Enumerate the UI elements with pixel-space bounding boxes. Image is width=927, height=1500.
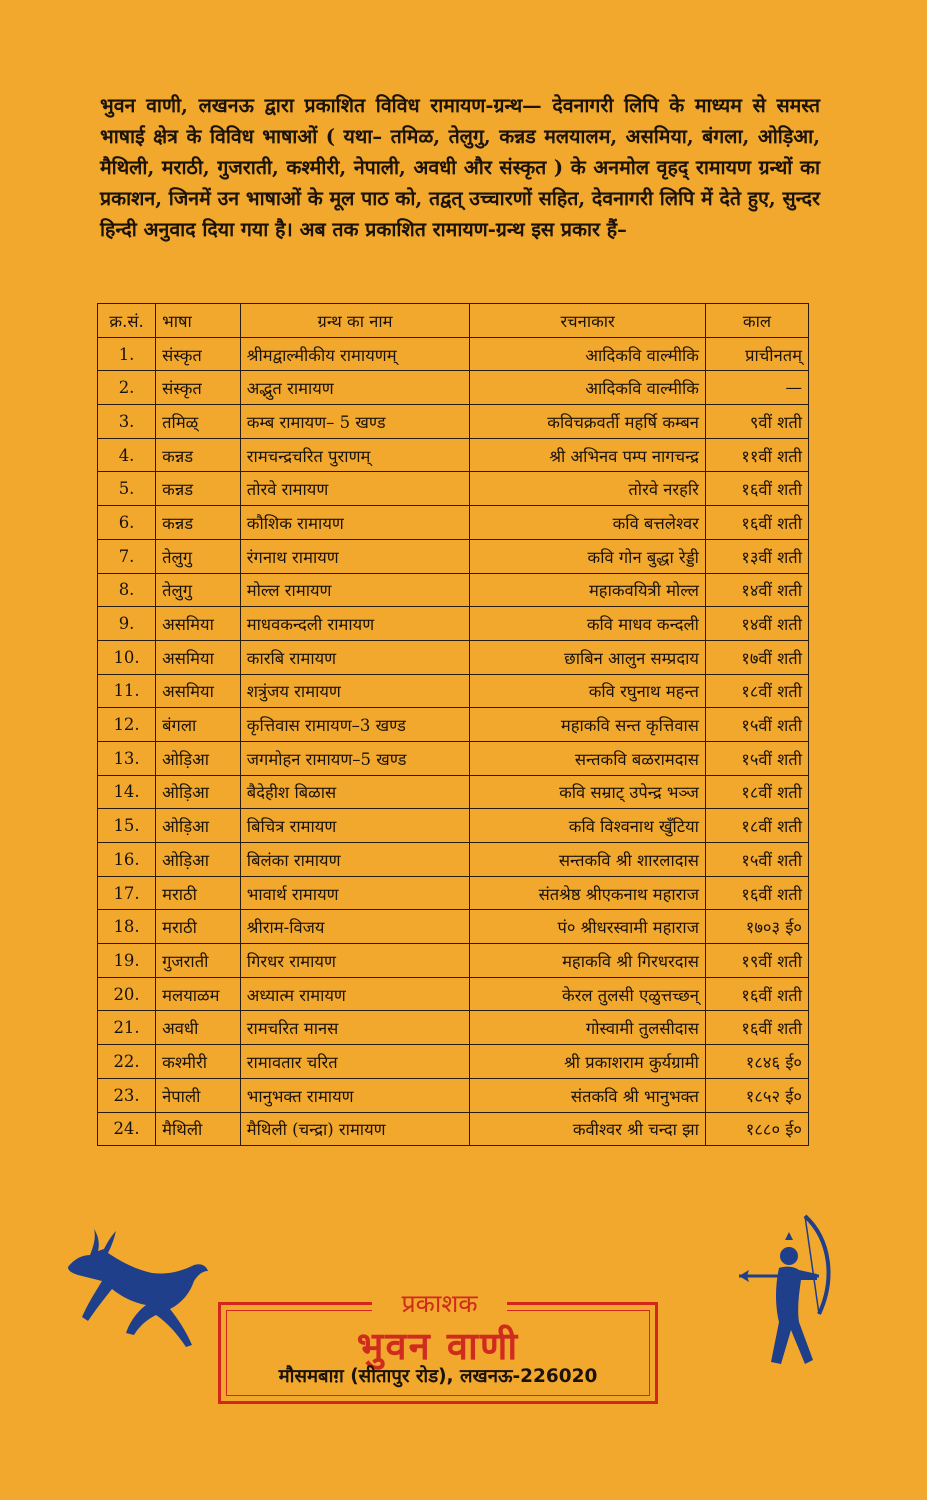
table-row (98, 977, 809, 1011)
row-serial: 16. (98, 843, 156, 877)
row-author: महाकवि सन्त कृत्तिवास (470, 708, 706, 742)
row-language: कन्नड (156, 506, 241, 540)
table-row (98, 843, 809, 877)
row-title: कारबि रामायण (240, 640, 470, 674)
row-period: १८वीं शती (705, 674, 808, 708)
row-period: १६वीं शती (705, 977, 808, 1011)
row-author: सन्तकवि बळरामदास (470, 741, 706, 775)
row-title: अद्भुत रामायण (240, 371, 470, 405)
table-row (98, 876, 809, 910)
row-language: तेलुगु (156, 539, 241, 573)
row-period: — (705, 371, 808, 405)
deer-icon (60, 1215, 220, 1355)
row-author: संतश्रेष्ठ श्रीएकनाथ महाराज (470, 876, 706, 910)
row-title: गिरधर रामायण (240, 944, 470, 978)
table-row (98, 405, 809, 439)
table-row (98, 1045, 809, 1079)
row-period: १८४६ ई० (705, 1045, 808, 1079)
row-title: श्रीराम-विजय (240, 910, 470, 944)
row-author: महाकवि श्री गिरधरदास (470, 944, 706, 978)
row-language: तमिळ् (156, 405, 241, 439)
table-row (98, 910, 809, 944)
row-serial: 6. (98, 506, 156, 540)
table-row (98, 1078, 809, 1112)
table-row (98, 438, 809, 472)
row-serial: 3. (98, 405, 156, 439)
row-language: असमिया (156, 607, 241, 641)
row-author: गोस्वामी तुलसीदास (470, 1011, 706, 1045)
publisher-label: प्रकाशक (372, 1286, 507, 1322)
row-title: रंगनाथ रामायण (240, 539, 470, 573)
row-title: मैथिली (चन्द्रा) रामायण (240, 1112, 470, 1146)
row-language: ओड़िआ (156, 741, 241, 775)
row-serial: 22. (98, 1045, 156, 1079)
row-title: मोल्ल रामायण (240, 573, 470, 607)
row-period: १७०३ ई० (705, 910, 808, 944)
row-language: मराठी (156, 876, 241, 910)
row-serial: 7. (98, 539, 156, 573)
row-title: कृत्तिवास रामायण–3 खण्ड (240, 708, 470, 742)
row-serial: 19. (98, 944, 156, 978)
ramayana-table (97, 303, 809, 1146)
table-header-row (98, 304, 809, 338)
header-title: ग्रन्थ का नाम (240, 304, 470, 338)
row-title: भानुभक्त रामायण (240, 1078, 470, 1112)
row-author: कवि सम्राट् उपेन्द्र भञ्ज (470, 775, 706, 809)
row-author: श्री प्रकाशराम कुर्यग्रामी (470, 1045, 706, 1079)
row-author: संतकवि श्री भानुभक्त (470, 1078, 706, 1112)
table-row (98, 607, 809, 641)
table-row (98, 944, 809, 978)
row-serial: 12. (98, 708, 156, 742)
row-language: मलयाळम (156, 977, 241, 1011)
row-serial: 8. (98, 573, 156, 607)
row-language: कश्मीरी (156, 1045, 241, 1079)
row-language: बंगला (156, 708, 241, 742)
row-serial: 13. (98, 741, 156, 775)
row-period: १८५२ ई० (705, 1078, 808, 1112)
row-author: कवि गोन बुद्धा रेड्डी (470, 539, 706, 573)
row-language: असमिया (156, 640, 241, 674)
row-serial: 14. (98, 775, 156, 809)
table-row (98, 573, 809, 607)
row-period: १३वीं शती (705, 539, 808, 573)
row-serial: 21. (98, 1011, 156, 1045)
row-serial: 5. (98, 472, 156, 506)
row-period: प्राचीनतम् (705, 337, 808, 371)
header-serial: क्र.सं. (98, 304, 156, 338)
row-title: कम्ब रामायण– 5 खण्ड (240, 405, 470, 439)
header-period: काल (705, 304, 808, 338)
row-period: १६वीं शती (705, 506, 808, 540)
row-author: श्री अभिनव पम्प नागचन्द्र (470, 438, 706, 472)
table-row (98, 775, 809, 809)
header-language: भाषा (156, 304, 241, 338)
row-author: कवि बत्तलेश्वर (470, 506, 706, 540)
row-serial: 10. (98, 640, 156, 674)
row-author: केरल तुलसी एळुत्तच्छन् (470, 977, 706, 1011)
row-title: बैदेहीश बिळास (240, 775, 470, 809)
table-row (98, 539, 809, 573)
table-row (98, 1112, 809, 1146)
row-serial: 20. (98, 977, 156, 1011)
table-row (98, 472, 809, 506)
row-title: माधवकन्दली रामायण (240, 607, 470, 641)
row-title: रामचरित मानस (240, 1011, 470, 1045)
row-serial: 1. (98, 337, 156, 371)
row-language: कन्नड (156, 472, 241, 506)
row-serial: 18. (98, 910, 156, 944)
row-serial: 2. (98, 371, 156, 405)
row-period: १६वीं शती (705, 1011, 808, 1045)
row-period: ९वीं शती (705, 405, 808, 439)
publisher-address: मौसमबाग़ (सीतापुर रोड), लखनऊ-226020 (278, 1366, 598, 1387)
row-title: शत्रुंजय रामायण (240, 674, 470, 708)
table-row (98, 1011, 809, 1045)
row-language: असमिया (156, 674, 241, 708)
row-author: कवि रघुनाथ महन्त (470, 674, 706, 708)
row-author: कवि माधव कन्दली (470, 607, 706, 641)
row-period: १४वीं शती (705, 607, 808, 641)
intro-paragraph: भुवन वाणी, लखनऊ द्वारा प्रकाशित विविध रामायण-ग्रन्थ— देवनागरी लिपि के माध्यम से समस्त भाषाई क्षेत्र के विविध भाषाओं ( यथा– तमिळ, तेलुगु, कन्नड मलयालम, असमिया, बंगला, ओड़िआ, मैथिली, मराठी, गुजराती, कश्मीरी, नेपाली, अवधी और संस्कृत ) के अनमोल वृहद् रामायण ग्रन्थों का प्रकाशन, जिनमें उन भाषाओं के मूल पाठ को, तद्वत् उच्चारणों सहित, देवनागरी लिपि में देते हुए, सुन्दर हिन्दी अनुवाद दिया गया है। अब तक प्रकाशित रामायण-ग्रन्थ इस प्रकार हैं– (100, 94, 820, 241)
row-title: बिचित्र रामायण (240, 809, 470, 843)
row-title: कौशिक रामायण (240, 506, 470, 540)
row-author: आदिकवि वाल्मीकि (470, 337, 706, 371)
row-author: आदिकवि वाल्मीकि (470, 371, 706, 405)
row-period: ११वीं शती (705, 438, 808, 472)
publisher-name: भुवन वाणी (356, 1324, 520, 1368)
row-title: रामचन्द्रचरित पुराणम् (240, 438, 470, 472)
row-language: संस्कृत (156, 371, 241, 405)
row-period: १८वीं शती (705, 775, 808, 809)
row-language: मराठी (156, 910, 241, 944)
row-language: संस्कृत (156, 337, 241, 371)
row-serial: 9. (98, 607, 156, 641)
row-language: अवधी (156, 1011, 241, 1045)
row-author: महाकवयित्री मोल्ल (470, 573, 706, 607)
row-period: १६वीं शती (705, 876, 808, 910)
row-serial: 4. (98, 438, 156, 472)
table-row (98, 708, 809, 742)
row-period: १५वीं शती (705, 741, 808, 775)
row-author: छाबिन आलुन सम्प्रदाय (470, 640, 706, 674)
archer-icon (735, 1210, 865, 1380)
table-row (98, 741, 809, 775)
row-serial: 15. (98, 809, 156, 843)
row-period: १५वीं शती (705, 708, 808, 742)
row-period: १४वीं शती (705, 573, 808, 607)
row-language: तेलुगु (156, 573, 241, 607)
row-serial: 23. (98, 1078, 156, 1112)
row-title: बिलंका रामायण (240, 843, 470, 877)
row-language: ओड़िआ (156, 775, 241, 809)
table-row (98, 809, 809, 843)
row-period: १९वीं शती (705, 944, 808, 978)
row-language: कन्नड (156, 438, 241, 472)
row-language: गुजराती (156, 944, 241, 978)
row-serial: 17. (98, 876, 156, 910)
row-period: १८वीं शती (705, 809, 808, 843)
row-title: जगमोहन रामायण–5 खण्ड (240, 741, 470, 775)
row-author: सन्तकवि श्री शारलादास (470, 843, 706, 877)
row-title: श्रीमद्वाल्मीकीय रामायणम् (240, 337, 470, 371)
row-period: १८८० ई० (705, 1112, 808, 1146)
row-language: ओड़िआ (156, 843, 241, 877)
row-title: भावार्थ रामायण (240, 876, 470, 910)
row-author: कविचक्रवर्ती महर्षि कम्बन (470, 405, 706, 439)
table-row (98, 674, 809, 708)
row-title: रामावतार चरित (240, 1045, 470, 1079)
row-period: १५वीं शती (705, 843, 808, 877)
row-language: ओड़िआ (156, 809, 241, 843)
table-row (98, 371, 809, 405)
row-author: तोरवे नरहरि (470, 472, 706, 506)
table-row (98, 640, 809, 674)
row-language: नेपाली (156, 1078, 241, 1112)
table-row (98, 506, 809, 540)
row-language: मैथिली (156, 1112, 241, 1146)
row-period: १७वीं शती (705, 640, 808, 674)
row-serial: 11. (98, 674, 156, 708)
row-serial: 24. (98, 1112, 156, 1146)
row-author: पं० श्रीधरस्वामी महाराज (470, 910, 706, 944)
row-title: तोरवे रामायण (240, 472, 470, 506)
row-author: कवीश्वर श्री चन्दा झा (470, 1112, 706, 1146)
table-row (98, 337, 809, 371)
row-period: १६वीं शती (705, 472, 808, 506)
row-author: कवि विश्वनाथ खुँटिया (470, 809, 706, 843)
row-title: अध्यात्म रामायण (240, 977, 470, 1011)
header-author: रचनाकार (470, 304, 706, 338)
